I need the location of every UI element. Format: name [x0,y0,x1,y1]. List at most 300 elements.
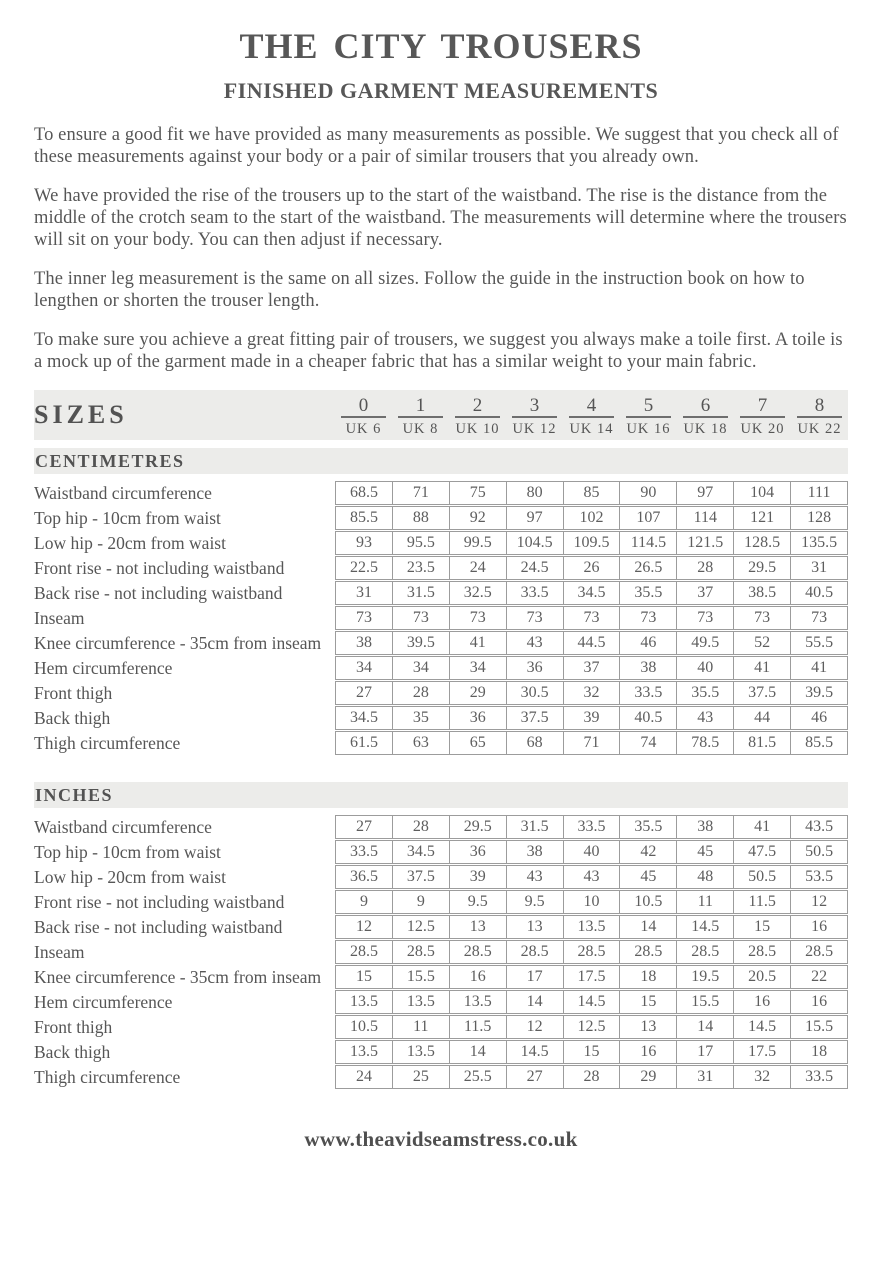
value-cell: 114 [676,507,733,529]
value-cell: 36.5 [349,867,378,885]
row-label: Low hip - 20cm from waist [34,866,226,887]
table-row [34,656,848,680]
value-cell: 16 [619,1041,676,1063]
value-cell: 27 [355,683,372,701]
value-cell: 12.5 [392,916,449,938]
value-cell: 85.5 [790,732,847,754]
value-cell: 111 [790,482,847,504]
table-row [34,1065,848,1089]
row-label: Back rise - not including waistband [34,916,283,937]
inches-section [34,782,848,1089]
size-uk-label: UK 10 [455,420,500,437]
value-cell: 39.5 [392,632,449,654]
inches-table [34,815,848,1089]
value-cell: 40.5 [790,582,847,604]
table-row [34,481,848,505]
row-cells [335,915,848,939]
row-cells [335,940,848,964]
value-cell: 19.5 [676,966,733,988]
value-cell: 35 [392,707,449,729]
value-cell: 42 [619,841,676,863]
value-cell: 22.5 [349,558,378,576]
value-cell: 99.5 [449,532,506,554]
size-number: 8 [797,395,842,418]
value-cell: 33.5 [506,582,563,604]
size-number: 7 [740,395,785,418]
size-column [677,390,734,440]
table-row [34,990,848,1014]
value-cell: 121.5 [676,532,733,554]
value-cell: 114.5 [619,532,676,554]
value-cell: 26 [563,557,620,579]
document-page [34,27,848,1152]
value-cell: 31 [790,557,847,579]
value-cell: 15 [733,916,790,938]
value-cell: 73 [392,607,449,629]
table-row [34,531,848,555]
value-cell: 65 [449,732,506,754]
value-cell: 33.5 [790,1066,847,1088]
row-cells [335,1040,848,1064]
value-cell: 135.5 [790,532,847,554]
value-cell: 109.5 [563,532,620,554]
value-cell: 13.5 [392,1041,449,1063]
value-cell: 11 [676,891,733,913]
value-cell: 9 [359,892,368,910]
table-row [34,731,848,755]
value-cell: 43 [506,632,563,654]
value-cell: 44 [733,707,790,729]
value-cell: 31 [355,583,372,601]
value-cell: 37 [563,657,620,679]
value-cell: 63 [392,732,449,754]
size-number: 1 [398,395,443,418]
size-number: 0 [341,395,386,418]
footer-url: www.theavidseamstress.co.uk [304,1126,578,1151]
row-cells [335,681,848,705]
row-cells [335,965,848,989]
value-cell: 33.5 [619,682,676,704]
value-cell: 73 [733,607,790,629]
value-cell: 39.5 [790,682,847,704]
value-cell: 38 [676,816,733,838]
row-label: Back thigh [34,707,111,728]
page-subtitle: FINISHED GARMENT MEASUREMENTS [223,77,659,103]
value-cell: 36 [449,707,506,729]
size-column [563,390,620,440]
table-row [34,506,848,530]
value-cell: 28.5 [449,941,506,963]
value-cell: 12 [355,917,372,935]
value-cell: 121 [733,507,790,529]
value-cell: 28 [563,1066,620,1088]
size-number: 6 [683,395,728,418]
paragraph: To ensure a good fit we have provided as many measurements as possible. We suggest that you check all of these measurements against your body or a pair of similar trousers that you already own. [34,124,839,167]
table-row [34,1040,848,1064]
paragraph: The inner leg measurement is the same on all sizes. Follow the guide in the instruction book on how to lengthen or shorten the trouser length. [34,268,805,311]
paragraph: To make sure you achieve a great fitting pair of trousers, we suggest you always make a toile first. A toile is a mock up of the garment made in a cheaper fabric that has a similar weight to your main fabric. [34,329,843,372]
value-cell: 46 [790,707,847,729]
value-cell: 28.5 [392,941,449,963]
value-cell: 34 [355,658,372,676]
value-cell: 61.5 [349,733,378,751]
value-cell: 53.5 [790,866,847,888]
table-row [34,556,848,580]
table-row [34,606,848,630]
value-cell: 73 [355,608,372,626]
row-label: Top hip - 10cm from waist [34,507,221,528]
size-uk-label: UK 14 [569,420,614,437]
intro-paragraphs [34,124,848,373]
value-cell: 13.5 [563,916,620,938]
value-cell: 71 [392,482,449,504]
row-cells [335,706,848,730]
value-cell: 25.5 [449,1066,506,1088]
value-cell: 35.5 [619,582,676,604]
value-cell: 35.5 [676,682,733,704]
row-cells [335,865,848,889]
value-cell: 41 [449,632,506,654]
row-label: Hem circumference [34,657,173,678]
row-cells [335,731,848,755]
value-cell: 97 [676,482,733,504]
value-cell: 15 [619,991,676,1013]
value-cell: 34 [449,657,506,679]
value-cell: 15 [563,1041,620,1063]
size-uk-label: UK 6 [345,420,382,437]
value-cell: 24.5 [506,557,563,579]
size-number: 3 [512,395,557,418]
value-cell: 11.5 [449,1016,506,1038]
row-label: Front rise - not including waistband [34,557,285,578]
value-cell: 74 [619,732,676,754]
value-cell: 24 [449,557,506,579]
value-cell: 13 [619,1016,676,1038]
value-cell: 9.5 [506,891,563,913]
row-label: Inseam [34,941,85,962]
value-cell: 95.5 [392,532,449,554]
value-cell: 10.5 [349,1017,378,1035]
row-label: Knee circumference - 35cm from inseam [34,966,322,987]
value-cell: 88 [392,507,449,529]
value-cell: 37.5 [392,866,449,888]
row-label: Top hip - 10cm from waist [34,841,221,862]
value-cell: 9 [392,891,449,913]
value-cell: 45 [619,866,676,888]
value-cell: 68 [506,732,563,754]
value-cell: 28.5 [506,941,563,963]
value-cell: 71 [563,732,620,754]
value-cell: 37 [676,582,733,604]
value-cell: 16 [790,991,847,1013]
size-column [335,390,392,440]
value-cell: 34.5 [392,841,449,863]
value-cell: 17.5 [733,1041,790,1063]
row-label: Thigh circumference [34,732,181,753]
size-uk-label: UK 16 [626,420,671,437]
row-label: Waistband circumference [34,482,212,503]
row-cells [335,581,848,605]
value-cell: 29 [619,1066,676,1088]
value-cell: 18 [619,966,676,988]
value-cell: 29.5 [733,557,790,579]
value-cell: 14 [506,991,563,1013]
value-cell: 11 [392,1016,449,1038]
value-cell: 41 [733,657,790,679]
value-cell: 17 [506,966,563,988]
row-cells [335,556,848,580]
size-uk-label: UK 12 [512,420,557,437]
value-cell: 107 [619,507,676,529]
value-cell: 90 [619,482,676,504]
value-cell: 17 [676,1041,733,1063]
value-cell: 14 [676,1016,733,1038]
sizes-header-bar [34,390,848,440]
value-cell: 28 [676,557,733,579]
value-cell: 15.5 [392,966,449,988]
value-cell: 28.5 [349,942,378,960]
value-cell: 29.5 [449,816,506,838]
row-cells [335,631,848,655]
table-row [34,940,848,964]
value-cell: 28.5 [733,941,790,963]
sizes-header-label: SIZES [34,399,128,429]
value-cell: 14.5 [506,1041,563,1063]
value-cell: 78.5 [676,732,733,754]
value-cell: 15.5 [676,991,733,1013]
value-cell: 28.5 [563,941,620,963]
size-column [734,390,791,440]
value-cell: 28 [392,816,449,838]
value-cell: 34.5 [563,582,620,604]
row-cells [335,656,848,680]
value-cell: 39 [563,707,620,729]
value-cell: 16 [790,916,847,938]
row-cells [335,1015,848,1039]
value-cell: 75 [449,482,506,504]
value-cell: 50.5 [790,841,847,863]
size-number: 4 [569,395,614,418]
value-cell: 14.5 [563,991,620,1013]
row-cells [335,606,848,630]
value-cell: 33.5 [349,842,378,860]
value-cell: 17.5 [563,966,620,988]
value-cell: 31 [676,1066,733,1088]
value-cell: 45 [676,841,733,863]
table-row [34,681,848,705]
row-label: Front thigh [34,1016,113,1037]
size-columns [335,390,848,440]
row-label: Low hip - 20cm from waist [34,532,226,553]
table-row [34,890,848,914]
table-row [34,581,848,605]
value-cell: 73 [676,607,733,629]
value-cell: 32.5 [449,582,506,604]
row-label: Front rise - not including waistband [34,891,285,912]
value-cell: 28.5 [676,941,733,963]
value-cell: 34 [392,657,449,679]
value-cell: 20.5 [733,966,790,988]
value-cell: 9.5 [449,891,506,913]
value-cell: 104.5 [506,532,563,554]
value-cell: 41 [733,816,790,838]
row-label: Waistband circumference [34,816,212,837]
value-cell: 30.5 [506,682,563,704]
value-cell: 85.5 [349,508,378,526]
row-cells [335,890,848,914]
value-cell: 12 [790,891,847,913]
size-column [506,390,563,440]
value-cell: 34.5 [349,708,378,726]
value-cell: 10 [563,891,620,913]
value-cell: 31.5 [506,816,563,838]
value-cell: 37.5 [733,682,790,704]
value-cell: 41 [790,657,847,679]
value-cell: 13.5 [349,1042,378,1060]
value-cell: 38 [355,633,372,651]
value-cell: 50.5 [733,866,790,888]
row-label: Back rise - not including waistband [34,582,283,603]
size-column [620,390,677,440]
size-number: 5 [626,395,671,418]
value-cell: 38.5 [733,582,790,604]
value-cell: 80 [506,482,563,504]
value-cell: 40 [676,657,733,679]
row-cells [335,506,848,530]
value-cell: 39 [449,866,506,888]
value-cell: 16 [733,991,790,1013]
value-cell: 14 [619,916,676,938]
table-row [34,840,848,864]
table-row [34,706,848,730]
value-cell: 43.5 [790,816,847,838]
value-cell: 32 [733,1066,790,1088]
value-cell: 32 [563,682,620,704]
value-cell: 68.5 [349,483,378,501]
row-label: Back thigh [34,1041,111,1062]
value-cell: 93 [355,533,372,551]
value-cell: 16 [449,966,506,988]
section-header-centimetres: CENTIMETRES [34,448,848,474]
value-cell: 73 [506,607,563,629]
value-cell: 43 [676,707,733,729]
section-header-inches: INCHES [34,782,848,808]
size-uk-label: UK 18 [683,420,728,437]
table-row [34,915,848,939]
size-uk-label: UK 22 [797,420,842,437]
value-cell: 27 [506,1066,563,1088]
row-label: Inseam [34,607,85,628]
size-uk-label: UK 8 [402,420,439,437]
value-cell: 11.5 [733,891,790,913]
value-cell: 15 [355,967,372,985]
row-label: Knee circumference - 35cm from inseam [34,632,322,653]
table-row [34,1015,848,1039]
value-cell: 28 [392,682,449,704]
value-cell: 22 [790,966,847,988]
value-cell: 33.5 [563,816,620,838]
row-cells [335,815,848,839]
value-cell: 13.5 [392,991,449,1013]
value-cell: 28.5 [619,941,676,963]
size-number: 2 [455,395,500,418]
value-cell: 36 [449,841,506,863]
value-cell: 14 [449,1041,506,1063]
table-row [34,815,848,839]
value-cell: 14.5 [733,1016,790,1038]
value-cell: 24 [355,1067,372,1085]
value-cell: 43 [563,866,620,888]
value-cell: 40.5 [619,707,676,729]
row-label: Hem circumference [34,991,173,1012]
value-cell: 13 [449,916,506,938]
value-cell: 29 [449,682,506,704]
value-cell: 25 [392,1066,449,1088]
value-cell: 14.5 [676,916,733,938]
value-cell: 44.5 [563,632,620,654]
value-cell: 73 [790,607,847,629]
row-cells [335,1065,848,1089]
value-cell: 43 [506,866,563,888]
value-cell: 46 [619,632,676,654]
value-cell: 28.5 [790,941,847,963]
table-row [34,865,848,889]
value-cell: 92 [449,507,506,529]
value-cell: 85 [563,482,620,504]
value-cell: 13.5 [349,992,378,1010]
value-cell: 27 [355,817,372,835]
value-cell: 10.5 [619,891,676,913]
value-cell: 31.5 [392,582,449,604]
value-cell: 47.5 [733,841,790,863]
table-row [34,965,848,989]
value-cell: 13.5 [449,991,506,1013]
size-column [392,390,449,440]
value-cell: 36 [506,657,563,679]
row-cells [335,840,848,864]
value-cell: 18 [790,1041,847,1063]
value-cell: 35.5 [619,816,676,838]
size-column [449,390,506,440]
value-cell: 40 [563,841,620,863]
value-cell: 38 [506,841,563,863]
value-cell: 55.5 [790,632,847,654]
value-cell: 15.5 [790,1016,847,1038]
value-cell: 104 [733,482,790,504]
value-cell: 12 [506,1016,563,1038]
page-title: THE CITY TROUSERS [239,26,643,66]
value-cell: 49.5 [676,632,733,654]
value-cell: 38 [619,657,676,679]
table-row [34,631,848,655]
value-cell: 102 [563,507,620,529]
value-cell: 37.5 [506,707,563,729]
value-cell: 13 [506,916,563,938]
size-column [791,390,848,440]
paragraph: We have provided the rise of the trousers up to the start of the waistband. The rise is the distance from the middle of the crotch seam to the start of the waistband. The measurements will determine where the trousers will sit on your body. You can then adjust if necessary. [34,185,847,250]
cm-table [34,481,848,755]
value-cell: 128.5 [733,532,790,554]
size-uk-label: UK 20 [740,420,785,437]
row-label: Front thigh [34,682,113,703]
row-cells [335,481,848,505]
value-cell: 23.5 [392,557,449,579]
row-cells [335,990,848,1014]
value-cell: 73 [619,607,676,629]
value-cell: 73 [563,607,620,629]
value-cell: 128 [790,507,847,529]
value-cell: 73 [449,607,506,629]
